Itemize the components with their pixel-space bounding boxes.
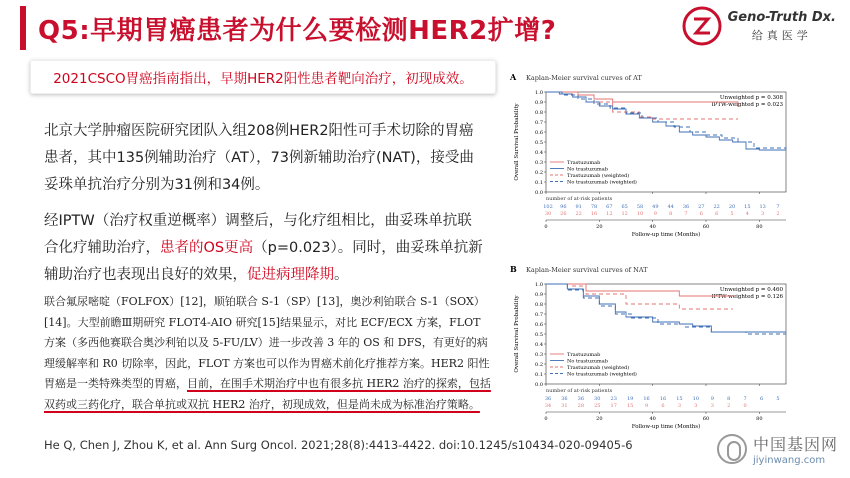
risk-count: 36 — [682, 204, 690, 210]
risk-count: 30 — [544, 211, 552, 217]
citation: He Q, Chen J, Zhou K, et al. Ann Surg Oncol. 2021;28(8):4413-4422. doi:10.1245/s10434-020-09405-6 — [44, 438, 633, 452]
risk-count: 44 — [667, 204, 674, 210]
risk-count: 15 — [676, 396, 683, 402]
y-axis-label: Overall Survival Probability — [514, 295, 520, 373]
x-tick-label: 80 — [756, 224, 763, 230]
y-tick-label: 0.6 — [535, 321, 543, 328]
km-chart-nat-svg — [506, 262, 796, 452]
legend-label: Trastuzumab (weighted) — [567, 364, 630, 371]
risk-count: 9 — [653, 211, 657, 217]
risk-count: 5 — [730, 211, 734, 217]
risk-count: 6 — [699, 211, 703, 217]
os-highlight: 患者的OS更高 — [160, 240, 254, 256]
risk-count: 3 — [710, 403, 714, 409]
chart-title: Kaplan-Meier survival curves of NAT — [526, 266, 648, 274]
p-value-annotation: Unweighted p = 0.460 — [719, 287, 783, 293]
page-title: Q5:早期胃癌患者为什么要检测HER2扩增? — [38, 15, 557, 46]
x-tick-label: 60 — [702, 224, 710, 230]
risk-count: 36 — [577, 396, 585, 402]
y-tick-label: 0.1 — [535, 371, 543, 378]
risk-count: 49 — [652, 204, 659, 210]
logo-english-name: Geno-Truth Dx. — [727, 9, 836, 25]
km-chart-at — [506, 70, 796, 260]
chart-title: Kaplan-Meier survival curves of AT — [526, 74, 642, 82]
risk-count: 6 — [661, 403, 665, 409]
site-watermark — [717, 432, 838, 466]
x-tick-label: 40 — [649, 224, 656, 230]
x-tick-label: 0 — [544, 224, 548, 230]
risk-count: 8 — [669, 211, 673, 217]
x-tick-label: 80 — [756, 416, 763, 422]
survival-curve-3 — [546, 284, 733, 309]
y-tick-label: 0.4 — [535, 149, 543, 156]
risk-count: 0 — [743, 403, 747, 409]
risk-count: 8 — [727, 396, 731, 402]
risk-count: 4 — [745, 211, 749, 217]
risk-count: 36 — [561, 396, 568, 402]
risk-count: 2 — [776, 211, 780, 217]
x-tick-label: 20 — [596, 224, 603, 230]
risk-count: 2 — [727, 403, 731, 409]
risk-count: 28 — [577, 403, 585, 409]
risk-count: 7 — [776, 204, 780, 210]
risk-table-title: number of at-risk patients — [546, 196, 613, 202]
x-tick-label: 40 — [649, 416, 656, 422]
risk-count: 67 — [606, 204, 613, 210]
risk-count: 3 — [761, 211, 765, 217]
risk-count: 78 — [590, 204, 598, 210]
risk-count: 10 — [636, 211, 644, 217]
risk-count: 9 — [710, 396, 714, 402]
logo-icon — [682, 6, 722, 46]
result-paragraph — [44, 208, 484, 289]
y-tick-label: 0.8 — [535, 109, 543, 116]
risk-count: 102 — [543, 204, 553, 210]
watermark-url: jiyinwang.com — [752, 455, 826, 466]
y-tick-label: 0.0 — [535, 189, 543, 196]
study-description: 北京大学肿瘤医院研究团队入组208例HER2阳性可手术切除的胃癌患者，其中135例辅助治疗（AT），73例新辅助治疗(NAT)，接受曲妥珠单抗治疗分别为31例和34例。 — [44, 123, 474, 193]
risk-count: 91 — [575, 204, 582, 210]
risk-count: 5 — [776, 396, 780, 402]
excerpt-text: 联合氟尿嘧啶（FOLFOX）[12]，顺铂联合 S-1（SP）[13]，奥沙利铂联合 S-1（SOX）[14]。大型前瞻Ⅲ期研究 FLOT4-AIO 研究[15]结果显示，对比 ECF/ECX 方案，FLOT 方案（多西他赛联合奥沙利铂以及 5-FU/LV）进一步改善 3 年的 OS 和 DFS，有更好的病理缓解率和 R0 切除率，因此，FLOT 方案也可以作为胃癌术前化疗推荐方案。HER2 阳性胃癌是一类特殊类型的胃癌， — [44, 295, 490, 390]
risk-count: 16 — [590, 211, 598, 217]
guideline-excerpt — [44, 292, 494, 415]
legend-label: No trastuzumab — [567, 358, 608, 365]
risk-count: 10 — [692, 396, 700, 402]
risk-count: 26 — [560, 211, 567, 217]
risk-count: 23 — [610, 396, 617, 402]
risk-table-title: number of at-risk patients — [546, 388, 613, 394]
brand-logo — [682, 6, 836, 46]
y-tick-label: 0.9 — [535, 99, 543, 106]
y-tick-label: 1.0 — [535, 89, 543, 96]
x-tick-label: 60 — [702, 416, 710, 422]
risk-count: 3 — [694, 403, 698, 409]
risk-count: 12 — [621, 211, 628, 217]
x-axis-label: Follow-up time (Months) — [631, 424, 701, 430]
y-tick-label: 0.6 — [535, 129, 543, 136]
risk-count: 17 — [610, 403, 617, 409]
risk-count: 13 — [759, 204, 766, 210]
y-tick-label: 0.4 — [535, 341, 543, 348]
risk-count: 27 — [698, 204, 705, 210]
risk-count: 36 — [544, 396, 552, 402]
risk-count: 96 — [560, 204, 567, 210]
x-axis-label: Follow-up time (Months) — [631, 232, 701, 238]
y-tick-label: 0.5 — [535, 331, 543, 338]
legend-label: Trastuzumab — [567, 351, 601, 358]
risk-count: 3 — [677, 403, 682, 409]
title-block — [20, 6, 556, 50]
y-tick-label: 0.2 — [535, 169, 543, 176]
risk-count: 34 — [544, 403, 552, 409]
y-tick-label: 0.7 — [535, 311, 543, 318]
watermark-cn: 中国基因网 — [752, 435, 838, 454]
y-tick-label: 0.2 — [535, 361, 543, 368]
title-accent-bar — [20, 6, 26, 50]
y-tick-label: 0.3 — [535, 351, 543, 358]
risk-count: 58 — [636, 204, 644, 210]
result-text-3: 。 — [334, 267, 349, 283]
survival-curve-3 — [546, 92, 738, 119]
excerpt-underlined: 目前，在围手术期治疗中也有很多抗 HER2 治疗的探索，包括双药或三药化疗，联合单抗或双抗 HER2 治疗，初现成效，但是尚未成为标准治疗策略。 — [44, 377, 491, 411]
risk-count: 16 — [643, 396, 650, 402]
downstaging-highlight: 促进病理降期 — [247, 267, 334, 283]
logo-chinese-name: 给真医学 — [751, 28, 812, 42]
panel-label: B — [510, 264, 517, 274]
risk-count: 6 — [715, 211, 719, 217]
legend-label: Trastuzumab (weighted) — [567, 172, 630, 179]
risk-count: 7 — [684, 211, 688, 217]
risk-count: 20 — [728, 204, 736, 210]
watermark-icon — [717, 434, 747, 464]
risk-count: 25 — [594, 403, 601, 409]
y-tick-label: 0.0 — [535, 381, 543, 388]
legend-label: No trastuzumab (weighted) — [567, 371, 637, 378]
risk-count: 31 — [561, 403, 568, 409]
x-tick-label: 20 — [596, 416, 603, 422]
p-value-annotation: Unweighted p = 0.308 — [719, 95, 783, 101]
risk-count: 30 — [594, 396, 601, 402]
legend-label: No trastuzumab — [567, 166, 608, 173]
km-chart-nat — [506, 262, 796, 452]
guideline-callout: 2021CSCO胃癌指南指出，早期HER2阳性患者靶向治疗，初现成效。 — [30, 60, 496, 94]
result-text-2: （p=0.023）。同时，曲妥珠单抗新辅助治疗也表现出良好的效果， — [44, 240, 483, 283]
km-chart-at-svg — [506, 70, 796, 260]
risk-count: 12 — [606, 211, 613, 217]
y-tick-label: 0.8 — [535, 301, 543, 308]
y-axis-label: Overall Survival Probability — [514, 103, 520, 181]
x-tick-label: 0 — [544, 416, 548, 422]
risk-count: 22 — [575, 211, 582, 217]
risk-count: 7 — [743, 396, 747, 402]
panel-label: A — [510, 72, 517, 82]
legend-label: Trastuzumab — [567, 159, 601, 166]
risk-count: 19 — [626, 396, 634, 402]
result-text-1: 经IPTW（治疗权重逆概率）调整后，与化疗组相比，曲妥珠单抗联合化疗辅助治疗， — [44, 213, 472, 256]
risk-count: 65 — [621, 204, 628, 210]
risk-count: 6 — [759, 396, 764, 402]
y-tick-label: 0.9 — [535, 291, 543, 298]
risk-count: 15 — [744, 204, 751, 210]
survival-curve-1 — [546, 92, 738, 107]
risk-count: 9 — [644, 403, 649, 409]
p-value-annotation: IPTW-weighted p = 0.023 — [711, 102, 783, 108]
y-tick-label: 0.7 — [535, 119, 543, 126]
p-value-annotation: IPTW-weighted p = 0.126 — [711, 294, 783, 300]
y-tick-label: 0.5 — [535, 139, 543, 146]
risk-count: 15 — [626, 403, 634, 409]
y-tick-label: 0.1 — [535, 179, 543, 186]
risk-count: 16 — [659, 396, 667, 402]
legend-label: No trastuzumab (weighted) — [567, 179, 637, 186]
y-tick-label: 1.0 — [535, 281, 543, 288]
risk-count: 22 — [713, 204, 720, 210]
y-tick-label: 0.3 — [535, 159, 543, 166]
